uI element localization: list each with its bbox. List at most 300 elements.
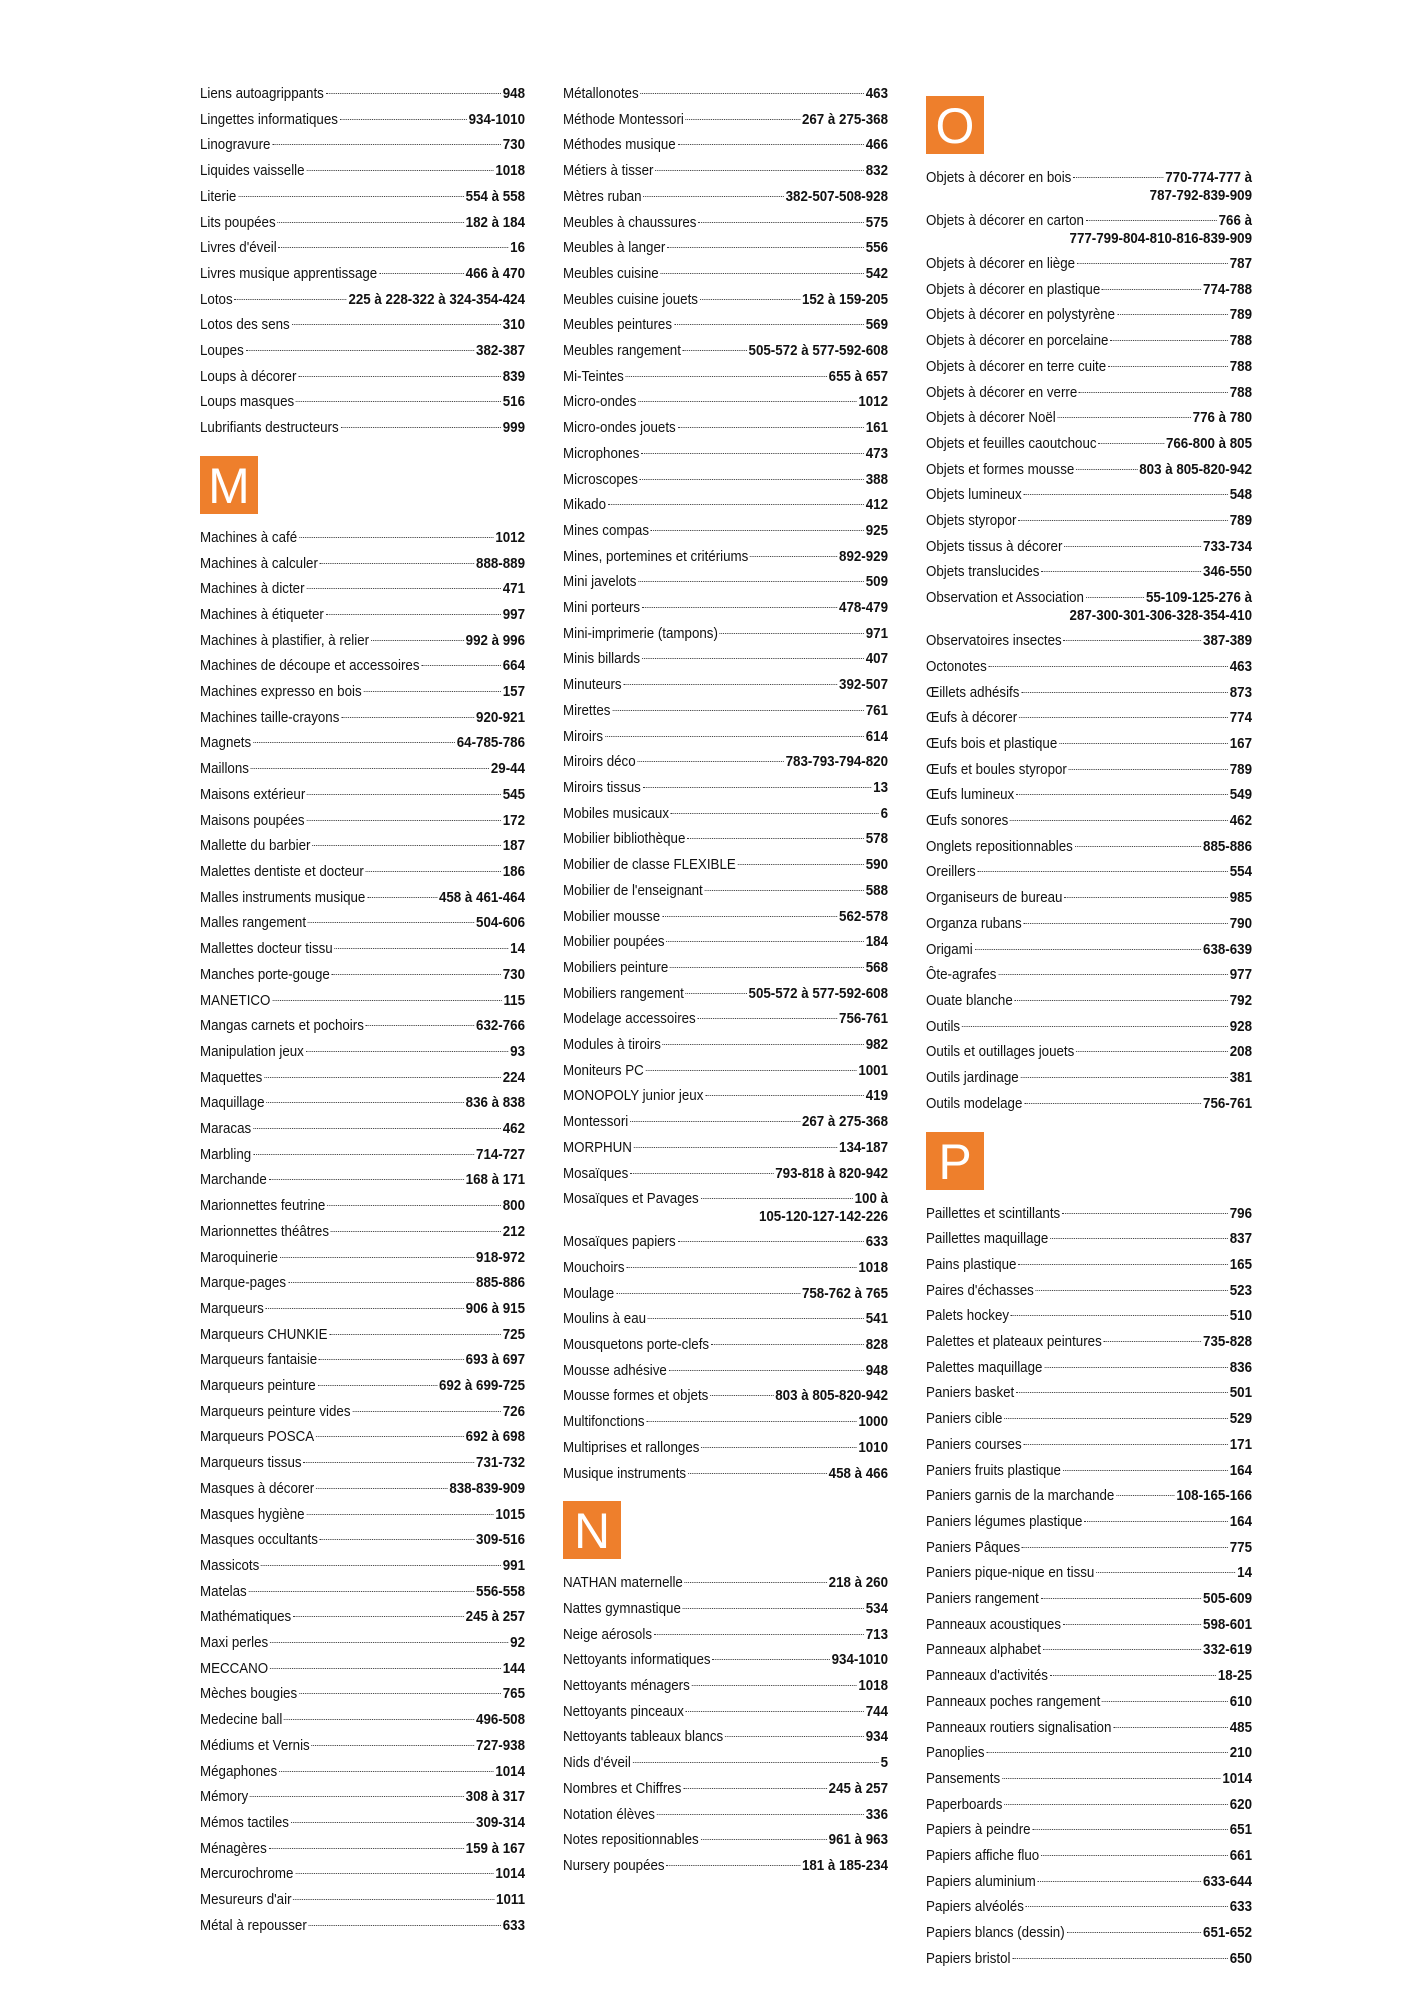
index-entry (926, 1638, 1252, 1664)
entry-pages: 744 (865, 1703, 889, 1720)
entry-term: Objets tissus à décorer (926, 538, 1063, 555)
entry-term: Panneaux routiers signalisation (926, 1719, 1112, 1736)
entry-term: Minuteurs (563, 677, 622, 694)
entry-pages: 412 (865, 497, 889, 514)
entry-term: Marqueurs tissus (200, 1455, 302, 1472)
entry-pages: 725 (502, 1326, 526, 1343)
index-entry (926, 406, 1252, 432)
entry-pages: 267 à 275-368 (801, 111, 889, 128)
entry-term: Medecine ball (200, 1712, 283, 1729)
index-entry (200, 82, 525, 108)
index-entry (200, 1091, 525, 1117)
entry-term: Mémory (200, 1789, 249, 1806)
entry-term: Literie (200, 188, 237, 205)
entry-pages: 1010 (858, 1439, 889, 1456)
entry-pages: 803 à 805-820-942 (1139, 461, 1253, 478)
entry-term: Mobiliers peinture (563, 959, 669, 976)
dot-leader (298, 376, 501, 377)
dot-leader (246, 350, 475, 351)
entry-pages: 184 (865, 934, 889, 951)
entry-term: Nettoyants tableaux blancs (563, 1729, 724, 1746)
dot-leader (312, 845, 501, 846)
entry-pages: 934-1010 (831, 1652, 889, 1669)
index-entry (200, 133, 525, 159)
dot-leader (249, 1591, 475, 1592)
entry-pages: 774-788 (1203, 281, 1253, 298)
dot-leader (1044, 1367, 1228, 1368)
entry-pages: 997 (502, 606, 526, 623)
entry-term: Magnets (200, 735, 252, 752)
entry-term: Papiers à peindre (926, 1822, 1031, 1839)
entry-term: Matelas (200, 1583, 247, 1600)
entry-pages: 13 (873, 779, 889, 796)
entry-term: Nettoyants informatiques (563, 1652, 711, 1669)
entry-pages: 336 (865, 1806, 889, 1823)
index-entry (200, 1734, 525, 1760)
entry-pages: 1000 (858, 1414, 889, 1431)
index-entry (563, 1777, 888, 1803)
entry-term: Paillettes maquillage (926, 1231, 1049, 1248)
entry-pages: 765 (502, 1686, 526, 1703)
entry-term: Objets à décorer en carton (926, 213, 1084, 229)
index-entry (563, 1033, 888, 1059)
entry-term: Mémos tactiles (200, 1815, 289, 1831)
index-entry (563, 1230, 888, 1256)
index-entry (563, 519, 888, 545)
dot-leader (269, 1179, 464, 1180)
index-entry (563, 236, 888, 262)
dot-leader (1069, 769, 1228, 770)
entry-term: Paniers cible (926, 1411, 1003, 1428)
dot-leader (316, 1436, 464, 1437)
index-entry (200, 1785, 525, 1811)
entry-pages: 651-652 (1203, 1925, 1253, 1942)
dot-leader (293, 1616, 464, 1617)
index-entry (926, 509, 1252, 535)
dot-leader (612, 710, 864, 711)
entry-pages: 55-109-125-276 à (1145, 590, 1253, 607)
dot-leader (641, 453, 864, 454)
entry-pages: 756-761 (839, 1011, 889, 1028)
dot-leader (962, 1026, 1228, 1027)
index-entry (563, 1256, 888, 1282)
dot-leader (643, 787, 872, 788)
entry-pages: 948 (502, 86, 526, 102)
index-entry (200, 1425, 525, 1451)
index-entry (926, 1536, 1252, 1562)
entry-pages: 590 (865, 857, 889, 874)
entry-pages: 1014 (495, 1866, 526, 1883)
entry-pages: 1012 (858, 394, 889, 411)
dot-leader (312, 1745, 475, 1746)
entry-term: Machines à calculer (200, 555, 318, 572)
entry-pages: 788 (1229, 333, 1253, 350)
dot-leader (270, 1668, 501, 1669)
index-entry (926, 989, 1252, 1015)
entry-term: Mikado (563, 497, 607, 514)
entry-pages: 509 (865, 574, 889, 591)
dot-leader (1076, 469, 1137, 470)
index-entry (926, 1587, 1252, 1613)
index-entry (200, 1837, 525, 1863)
index-entry (926, 1227, 1252, 1253)
entry-pages: 5 (880, 1755, 889, 1772)
entry-pages: 218 à 260 (828, 1575, 889, 1592)
dot-leader (1024, 1103, 1201, 1104)
entry-pages: 776 à 780 (1192, 410, 1253, 427)
dot-leader (986, 1752, 1227, 1753)
entry-term: Métiers à tisser (563, 163, 654, 180)
index-entry (563, 1059, 888, 1085)
dot-leader (978, 871, 1228, 872)
dot-leader (332, 974, 501, 975)
entry-pages: 14 (510, 941, 526, 958)
index-entry (926, 1561, 1252, 1587)
dot-leader (1116, 1495, 1174, 1496)
dot-leader (319, 1359, 464, 1360)
entry-pages: 925 (865, 522, 889, 539)
entry-term: Objets à décorer en terre cuite (926, 358, 1107, 375)
entry-term: Marqueurs POSCA (200, 1429, 315, 1446)
dot-leader (1062, 1213, 1228, 1214)
dot-leader (329, 1334, 501, 1335)
index-entry (200, 1271, 525, 1297)
dot-leader (279, 1771, 494, 1772)
dot-leader (421, 665, 501, 666)
index-entry (926, 1844, 1252, 1870)
entry-term: Paniers pique-nique en tissu (926, 1565, 1095, 1582)
entry-term: Microphones (563, 445, 640, 462)
entry-term: Masques occultants (200, 1532, 318, 1549)
entry-pages: 545 (502, 786, 526, 803)
entry-pages: 164 (1229, 1513, 1253, 1530)
entry-pages: 382-507-508-928 (785, 188, 889, 205)
index-entry (926, 1793, 1252, 1819)
dot-leader (250, 1796, 464, 1797)
dot-leader (1086, 597, 1144, 598)
entry-term: Machines à café (200, 529, 298, 546)
entry-pages: 610 (1229, 1693, 1253, 1710)
dot-leader (686, 1711, 864, 1712)
entry-term: Œufs bois et plastique (926, 735, 1058, 752)
entry-pages: 182 à 184 (465, 214, 526, 231)
index-entry (926, 1279, 1252, 1305)
entry-pages-continued: 787-792-839-909 (1149, 188, 1253, 204)
dot-leader (1038, 1881, 1202, 1882)
entry-term: Mini javelots (563, 574, 637, 591)
entry-pages: 789 (1229, 761, 1253, 778)
dot-leader (340, 119, 467, 120)
dot-leader (975, 949, 1202, 950)
index-entry (926, 1690, 1252, 1716)
index-entry (200, 1297, 525, 1323)
entry-term: Marque-pages (200, 1275, 287, 1292)
entry-pages: 1018 (858, 1678, 889, 1695)
entry-pages: 638-639 (1203, 941, 1253, 958)
entry-term: Lubrifiants destructeurs (200, 420, 339, 437)
entry-term: Micro-ondes jouets (563, 420, 676, 437)
entry-term: Moniteurs PC (563, 1062, 644, 1079)
dot-leader (308, 922, 474, 923)
entry-pages: 792 (1229, 992, 1253, 1009)
entry-term: Liens autoagrippants (200, 86, 324, 102)
entry-term: Onglets repositionnables (926, 838, 1073, 855)
entry-term: Manipulation jeux (200, 1043, 304, 1060)
dot-leader (1113, 1727, 1228, 1728)
index-entry (926, 1484, 1252, 1510)
index-entry (563, 1333, 888, 1359)
dot-leader (678, 144, 864, 145)
index-entry (926, 1330, 1252, 1356)
dot-leader (688, 1473, 827, 1474)
dot-leader (306, 1051, 509, 1052)
index-entry (563, 1462, 888, 1488)
entry-pages: 888-889 (476, 555, 526, 572)
index-entry (926, 535, 1252, 561)
dot-leader (651, 530, 864, 531)
index-entry (926, 560, 1252, 586)
entry-pages: 115 (503, 992, 526, 1009)
entry-term: Maracas (200, 1121, 252, 1138)
index-entry (926, 586, 1252, 629)
dot-leader (341, 717, 474, 718)
dot-leader (1067, 1932, 1202, 1933)
entry-term: Mini porteurs (563, 600, 641, 617)
entry-pages: 731-732 (476, 1455, 526, 1472)
entry-pages: 614 (865, 728, 889, 745)
entry-pages: 885-886 (476, 1275, 526, 1292)
dot-leader (669, 1370, 864, 1371)
index-entry (200, 1503, 525, 1529)
dot-leader (1108, 366, 1228, 367)
dot-leader (667, 247, 864, 248)
entry-term: Modules à tiroirs (563, 1037, 661, 1054)
entry-pages: 730 (502, 137, 526, 154)
dot-leader (634, 1147, 837, 1148)
index-entry (200, 1220, 525, 1246)
index-entry (200, 1811, 525, 1837)
index-entry (563, 185, 888, 211)
entry-term: Minis billards (563, 651, 641, 668)
entry-term: Marqueurs CHUNKIE (200, 1326, 328, 1343)
dot-leader (1079, 392, 1228, 393)
index-entry (563, 416, 888, 442)
dot-leader (253, 1128, 501, 1129)
index-entry (200, 211, 525, 237)
entry-pages: 991 (502, 1557, 526, 1574)
entry-term: Marionnettes théâtres (200, 1223, 330, 1240)
index-entry (200, 365, 525, 391)
index-entry (200, 108, 525, 134)
entry-term: MORPHUN (563, 1139, 632, 1156)
dot-leader (1050, 1675, 1216, 1676)
entry-pages: 505-572 à 577-592-608 (748, 343, 889, 360)
dot-leader (666, 1865, 800, 1866)
entry-term: Paires d'échasses (926, 1282, 1034, 1299)
entry-pages: 168 à 171 (465, 1172, 526, 1189)
entry-pages: 310 (502, 317, 526, 334)
entry-term: Loups à décorer (200, 368, 297, 385)
entry-pages: 873 (1229, 684, 1253, 701)
dot-leader (642, 658, 864, 659)
dot-leader (692, 1685, 857, 1686)
entry-term: Meubles peintures (563, 317, 673, 334)
dot-leader (623, 684, 837, 685)
dot-leader (662, 916, 837, 917)
entry-pages: 906 à 915 (465, 1300, 526, 1317)
index-entry (926, 381, 1252, 407)
dot-leader (646, 1421, 856, 1422)
entry-pages: 172 (502, 812, 526, 829)
entry-term: Mobilier mousse (563, 908, 661, 925)
entry-term: Malles instruments musique (200, 889, 366, 906)
dot-leader (1012, 1958, 1228, 1959)
entry-term: Objets à décorer en plastique (926, 281, 1101, 298)
dot-leader (306, 1514, 493, 1515)
dot-leader (251, 768, 489, 769)
dot-leader (291, 1822, 474, 1823)
index-entry (926, 938, 1252, 964)
index-entry (926, 355, 1252, 381)
entry-pages: 549 (1229, 787, 1253, 804)
dot-leader (1063, 1624, 1201, 1625)
index-entry (926, 1253, 1252, 1279)
dot-leader (698, 222, 864, 223)
index-entry (200, 937, 525, 963)
entry-pages: 1001 (858, 1062, 889, 1079)
entry-pages: 548 (1229, 487, 1253, 504)
dot-leader (284, 1719, 474, 1720)
entry-pages: 212 (502, 1223, 526, 1240)
dot-leader (671, 813, 879, 814)
dot-leader (661, 273, 864, 274)
entry-term: Ôte-agrafes (926, 967, 997, 984)
dot-leader (309, 1925, 501, 1926)
dot-leader (238, 196, 464, 197)
entry-term: Mètres ruban (563, 188, 642, 205)
entry-term: Montessori (563, 1114, 629, 1131)
entry-term: Marqueurs fantaisie (200, 1352, 318, 1369)
entry-term: Œillets adhésifs (926, 684, 1020, 701)
entry-pages: 64-785-786 (456, 735, 526, 752)
dot-leader (626, 1267, 856, 1268)
dot-leader (1024, 923, 1228, 924)
entry-pages: 788 (1229, 358, 1253, 375)
dot-leader (1043, 1649, 1201, 1650)
entry-pages: 836 à 838 (465, 1095, 526, 1112)
section-letter-n: N (563, 1501, 621, 1559)
index-entry (200, 313, 525, 339)
entry-pages: 1014 (495, 1763, 526, 1780)
entry-term: Modelage accessoires (563, 1011, 696, 1028)
dot-leader (640, 93, 863, 94)
entry-term: Machines de découpe et accessoires (200, 658, 420, 675)
entry-term: Paniers basket (926, 1385, 1015, 1402)
index-entry (926, 1015, 1252, 1041)
dot-leader (663, 1044, 864, 1045)
dot-leader (633, 1762, 879, 1763)
entry-pages: 828 (865, 1337, 889, 1354)
index-entry (200, 1888, 525, 1914)
entry-term: Palets hockey (926, 1308, 1010, 1325)
entry-pages: 541 (865, 1311, 889, 1328)
section-letter-o: O (926, 96, 984, 154)
index-entry (563, 1136, 888, 1162)
entry-pages: 100 à (854, 1191, 889, 1208)
index-entry (200, 654, 525, 680)
dot-leader (998, 974, 1228, 975)
entry-term: Notation élèves (563, 1806, 655, 1823)
dot-leader (698, 1018, 838, 1019)
dot-leader (640, 479, 864, 480)
index-entry (563, 1359, 888, 1385)
entry-pages: 787 (1229, 256, 1253, 272)
entry-pages: 971 (865, 625, 889, 642)
dot-leader (1018, 520, 1228, 521)
entry-pages: 458 à 461-464 (438, 889, 526, 906)
index-entry (200, 963, 525, 989)
index-entry (200, 1246, 525, 1272)
entry-pages: 793-818 à 820-942 (775, 1165, 889, 1182)
dot-leader (1019, 717, 1228, 718)
index-entry (200, 757, 525, 783)
entry-term: Multiprises et rallonges (563, 1439, 700, 1456)
entry-term: Nettoyants ménagers (563, 1678, 690, 1695)
entry-pages: 245 à 257 (828, 1780, 889, 1797)
entry-term: Meubles cuisine jouets (563, 291, 698, 308)
index-entry (200, 526, 525, 552)
entry-term: Mousse formes et objets (563, 1388, 709, 1405)
index-entry (200, 1194, 525, 1220)
dot-leader (655, 170, 864, 171)
index-entry (200, 1631, 525, 1657)
dot-leader (1075, 846, 1202, 847)
entry-pages: 463 (865, 86, 889, 102)
entry-term: Mousse adhésive (563, 1362, 667, 1379)
entry-term: Mobiliers rangement (563, 985, 684, 1002)
entry-pages: 181 à 185-234 (801, 1858, 889, 1874)
entry-pages: 392-507 (839, 677, 889, 694)
dot-leader (616, 1293, 800, 1294)
entry-term: Moulins à eau (563, 1311, 647, 1328)
entry-term: Massicots (200, 1557, 260, 1574)
index-entry (926, 912, 1252, 938)
dot-leader (306, 170, 493, 171)
entry-term: Mines, portemines et critériums (563, 548, 749, 565)
dot-leader (341, 427, 501, 428)
entry-term: Médiums et Vernis (200, 1737, 310, 1754)
entry-pages: 982 (865, 1037, 889, 1054)
entry-term: Méthode Montessori (563, 111, 684, 128)
dot-leader (1018, 1264, 1228, 1265)
entry-pages: 152 à 159-205 (801, 291, 889, 308)
dot-leader (738, 864, 864, 865)
dot-leader (269, 1848, 464, 1849)
dot-leader (711, 1344, 864, 1345)
entry-pages: 554 (1229, 864, 1253, 881)
index-entry (200, 236, 525, 262)
index-entry (200, 731, 525, 757)
entry-term: Maquillage (200, 1095, 265, 1112)
dot-leader (674, 324, 864, 325)
dot-leader (326, 614, 501, 615)
entry-pages: 796 (1229, 1205, 1253, 1222)
entry-pages: 999 (502, 420, 526, 437)
entry-pages: 18-25 (1217, 1668, 1253, 1685)
entry-pages: 892-929 (839, 548, 889, 565)
index-entry (563, 853, 888, 879)
entry-term: Microscopes (563, 471, 638, 488)
